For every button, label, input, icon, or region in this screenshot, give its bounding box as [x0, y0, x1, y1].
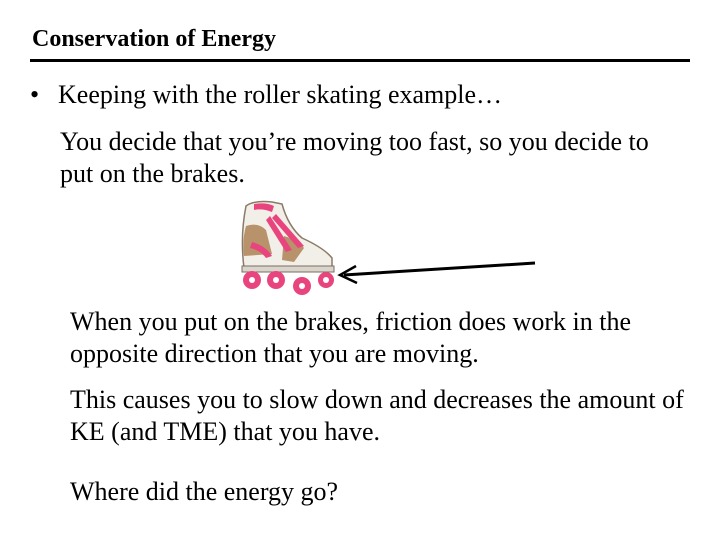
- paragraph-question: Where did the energy go?: [70, 477, 339, 506]
- roller-skate-image: [232, 196, 340, 296]
- slide-title: Conservation of Energy: [32, 26, 276, 52]
- paragraph-brakes-decision: You decide that you’re moving too fast, so you decide to put on the brakes.: [60, 127, 649, 188]
- bullet-item: [30, 80, 502, 110]
- friction-arrow: [330, 255, 540, 285]
- paragraph-slow-down: This causes you to slow down and decreases the amount of KE (and TME) that you have.: [70, 385, 684, 446]
- bullet-dot: •: [30, 80, 40, 109]
- paragraph-friction-work: When you put on the brakes, friction does work in the opposite direction that you are moving.: [70, 307, 632, 368]
- bullet-text: Keeping with the roller skating example…: [58, 80, 503, 109]
- title-underline: [30, 59, 690, 62]
